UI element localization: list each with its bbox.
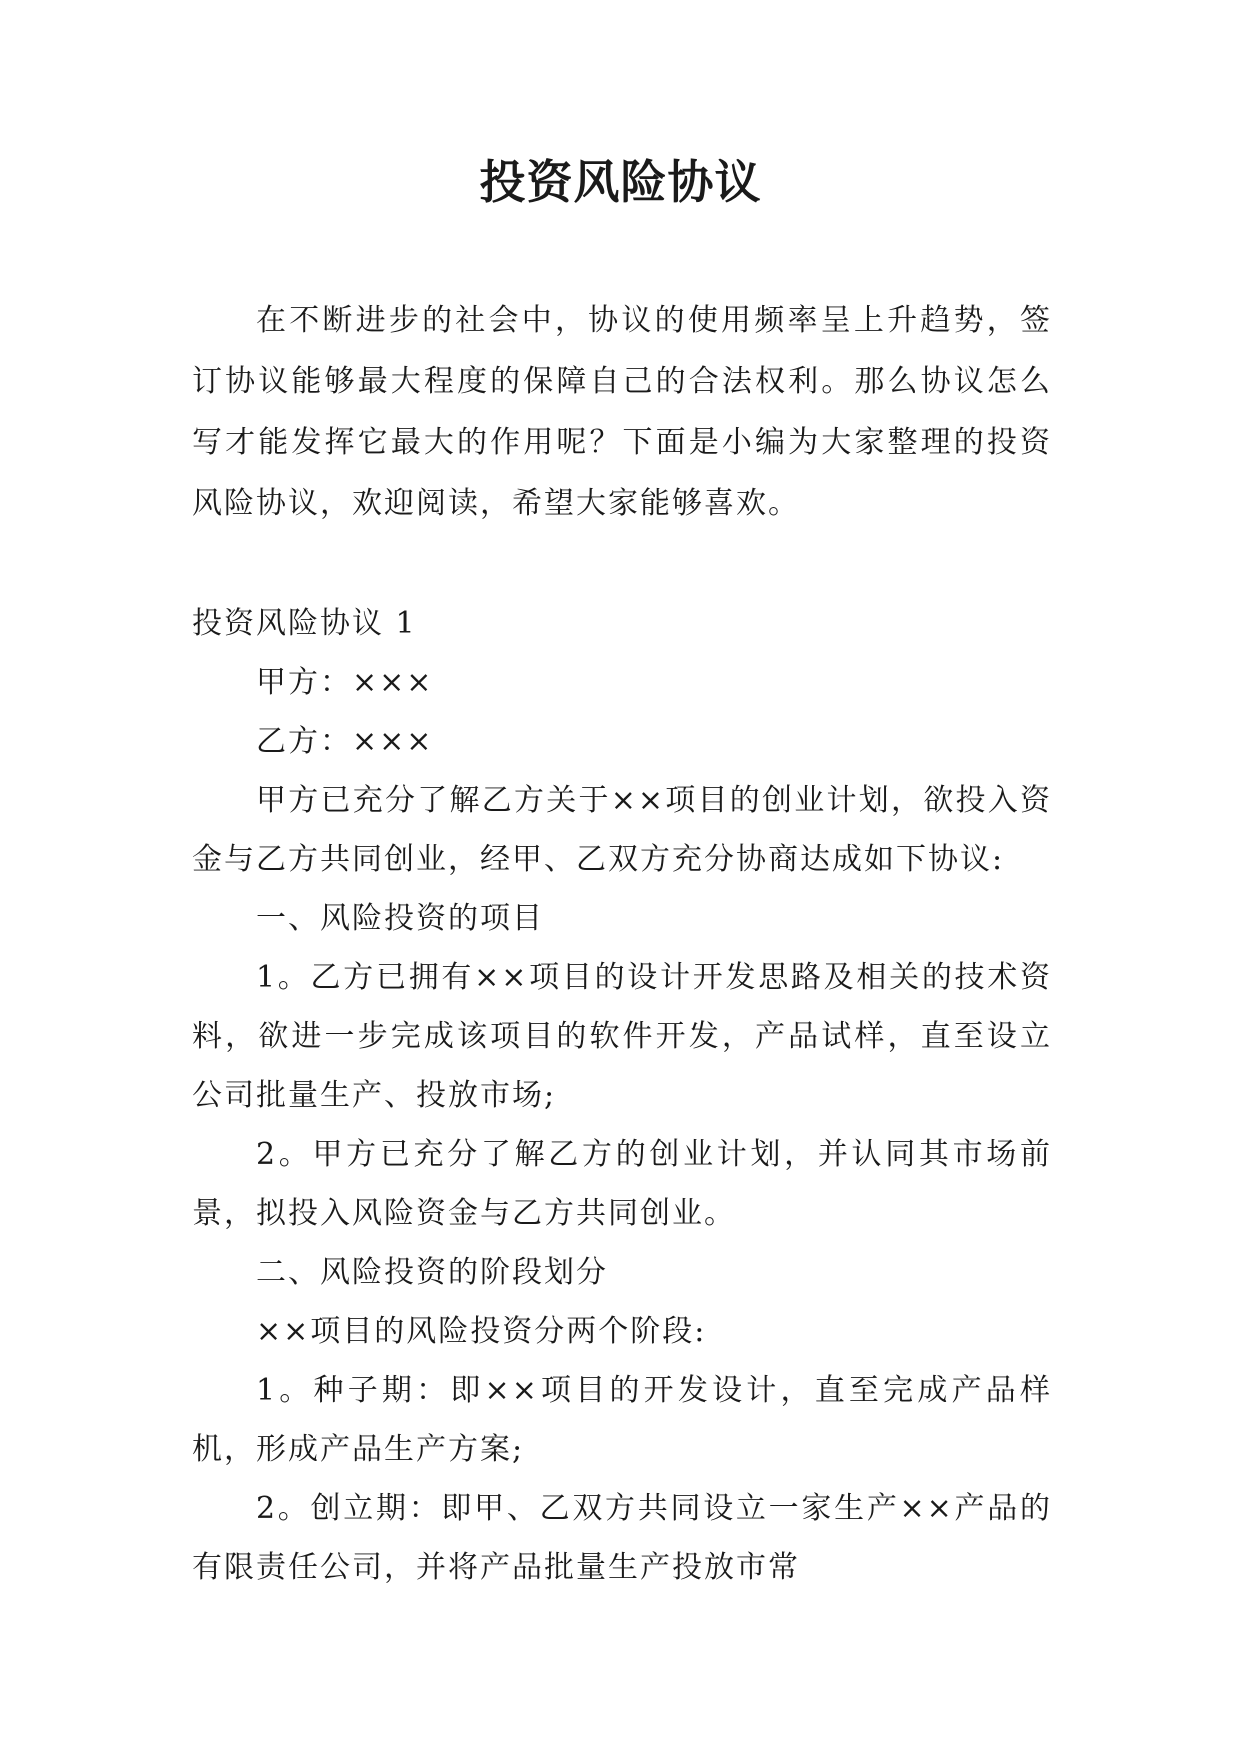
article1-heading: 一、风险投资的项目 bbox=[256, 901, 544, 936]
party-b: 乙方：××× bbox=[256, 724, 434, 759]
preamble-paragraph: 甲方已充分了解乙方关于××项目的创业计划，欲投入资金与乙方共同创业，经甲、乙双方充分协商达成如下协议: bbox=[192, 783, 1052, 877]
article1-item1: 1。乙方已拥有××项目的设计开发思路及相关的技术资料，欲进一步完成该项目的软件开发，产品试样，直至设立公司批量生产、投放市场; bbox=[192, 960, 1052, 1113]
document-title: 投资风险协议 bbox=[479, 155, 762, 209]
intro-paragraph: 在不断进步的社会中，协议的使用频率呈上升趋势，签订协议能够最大程度的保障自己的合法权利。那么协议怎么写才能发挥它最大的作用呢？下面是小编为大家整理的投资风险协议，欢迎阅读，希望大家能够喜欢。 bbox=[192, 303, 1052, 521]
article2-item2: 2。创立期：即甲、乙双方共同设立一家生产××产品的有限责任公司，并将产品批量生产投放市常 bbox=[192, 1491, 1052, 1585]
document-body bbox=[192, 290, 1052, 1597]
agreement-content bbox=[192, 594, 1052, 1597]
article2-lead: ××项目的风险投资分两个阶段: bbox=[256, 1314, 707, 1349]
article2-item1: 1。种子期：即××项目的开发设计，直至完成产品样机，形成产品生产方案; bbox=[192, 1373, 1052, 1467]
article1-item2: 2。甲方已充分了解乙方的创业计划，并认同其市场前景，拟投入风险资金与乙方共同创业。 bbox=[192, 1137, 1052, 1231]
article2-heading: 二、风险投资的阶段划分 bbox=[256, 1255, 608, 1290]
intro-block bbox=[192, 290, 1052, 534]
party-a: 甲方：××× bbox=[256, 665, 434, 700]
section-title: 投资风险协议 1 bbox=[192, 606, 417, 641]
